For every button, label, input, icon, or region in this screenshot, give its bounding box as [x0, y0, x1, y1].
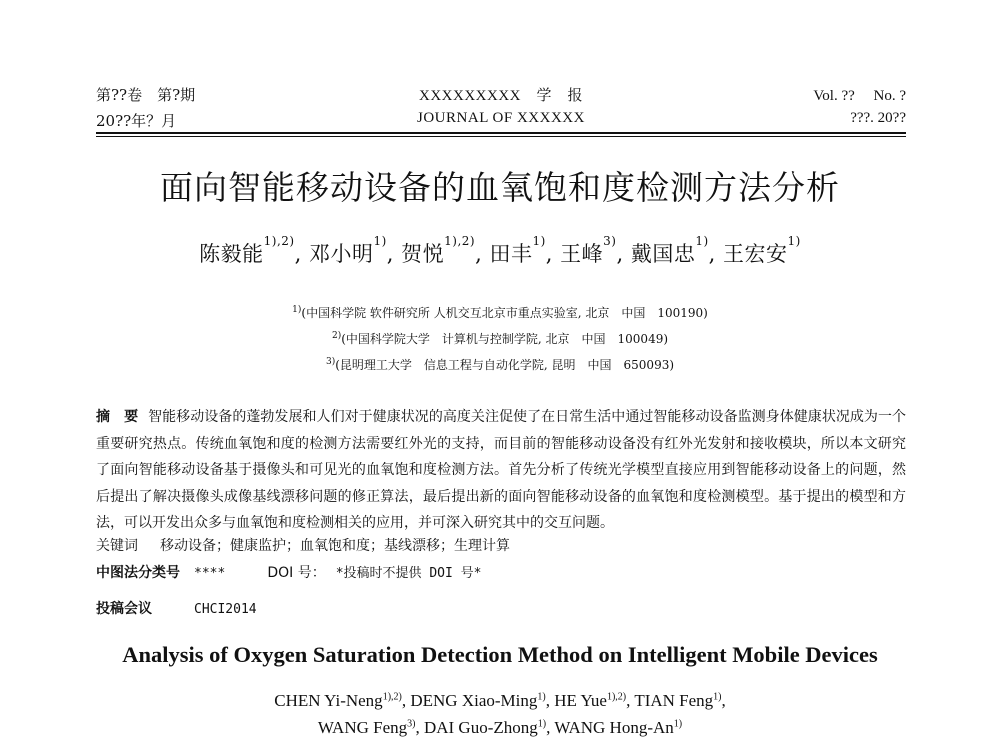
author-cn: 贺悦$^{1),2)}$,	[401, 234, 490, 266]
conference-value: CHCI2014	[194, 602, 257, 617]
keywords-text: 移动设备；健康监护；血氧饱和度；基线漂移；生理计算	[160, 538, 510, 554]
classification-line	[96, 562, 906, 582]
header-rule-thick	[96, 132, 906, 134]
author-cn: 王峰$^{3)}$,	[560, 234, 631, 266]
author-cn: 邓小明$^{1)}$,	[308, 234, 402, 266]
header-rule-thin	[96, 136, 906, 137]
paper-title-en: Analysis of Oxygen Saturation Detection Method on Intelligent Mobile Devices	[122, 642, 878, 667]
clc-label: 中图法分类号	[96, 565, 180, 581]
keywords-label: 关键词	[96, 538, 138, 554]
author-cn: 戴国忠$^{1)}$,	[630, 234, 724, 266]
conference-label: 投稿会议	[96, 601, 152, 617]
author-en: WANG Hong-An$^{1)}$	[554, 718, 683, 738]
conference-line	[96, 598, 906, 618]
author-en: WANG Feng$^{3)}$,	[317, 718, 424, 738]
abstract-label: 摘 要	[96, 409, 139, 425]
volume-issue-cn: 第??卷 第?期	[96, 86, 196, 104]
doi-value: *投稿时不提供 DOI 号*	[335, 566, 482, 581]
keywords-line	[96, 535, 906, 555]
affiliation-item: $^{2)}$(中国科学院大学 计算机与控制学院, 北京 中国 100049)	[331, 331, 669, 346]
date-en: ???. 20??	[850, 110, 906, 126]
paper-title-cn: 面向智能移动设备的血氧饱和度检测方法分析	[160, 168, 840, 207]
journal-name-en: JOURNAL OF XXXXXX	[417, 110, 585, 126]
abstract-cn	[96, 404, 906, 537]
date-cn: 20??年？月	[96, 112, 177, 130]
author-en: HE Yue$^{1),2)}$,	[554, 690, 635, 710]
abstract-text: 智能移动设备的蓬勃发展和人们对于健康状况的高度关注促使了在日常生活中通过智能移动设备监测身体健康状况成为一个重要研究热点。传统血氧饱和度的检测方法需要红外光的支持，而目前的智能移动设备没有红外光发射和接收模块，所以本文研究了面向智能移动设备基于摄像头和可见光的血氧饱和度检测方法。首先分析了传统光学模型直接应用到智能移动设备上的问题，然后提出了解决摄像头成像基线漂移问题的修正算法，最后提出新的面向智能移动设备的血氧饱和度检测模型。基于提出的模型和方法，可以开发出众多与血氧饱和度检测相关的应用，并可深入研究其中的交互问题。	[96, 409, 906, 531]
affiliation-list	[0, 302, 1000, 380]
author-en: TIAN Feng$^{1)}$,	[634, 690, 726, 710]
author-cn: 陈毅能$^{1),2)}$,	[199, 234, 309, 266]
author-en: DAI Guo-Zhong$^{1)}$,	[423, 718, 555, 738]
author-cn: 田丰$^{1)}$,	[489, 234, 561, 266]
author-en: CHEN Yi-Neng$^{1),2)}$,	[274, 690, 411, 710]
author-list-cn	[0, 234, 1000, 268]
author-en: DENG Xiao-Ming$^{1)}$,	[410, 690, 555, 710]
journal-name-cn: XXXXXXXXX 学 报	[419, 88, 583, 104]
clc-value: ****	[194, 566, 226, 581]
journal-header	[96, 84, 906, 134]
author-cn: 王宏安$^{1)}$	[723, 234, 801, 266]
doi-label: DOI 号：	[267, 565, 326, 581]
affiliation-item: $^{1)}$(中国科学院 软件研究所 人机交互北京市重点实验室, 北京 中国 100190)	[292, 305, 708, 320]
volume-issue-en: Vol. ?? No. ?	[813, 88, 906, 104]
affiliation-item: $^{3)}$(昆明理工大学 信息工程与自动化学院, 昆明 中国 650093)	[325, 357, 675, 372]
